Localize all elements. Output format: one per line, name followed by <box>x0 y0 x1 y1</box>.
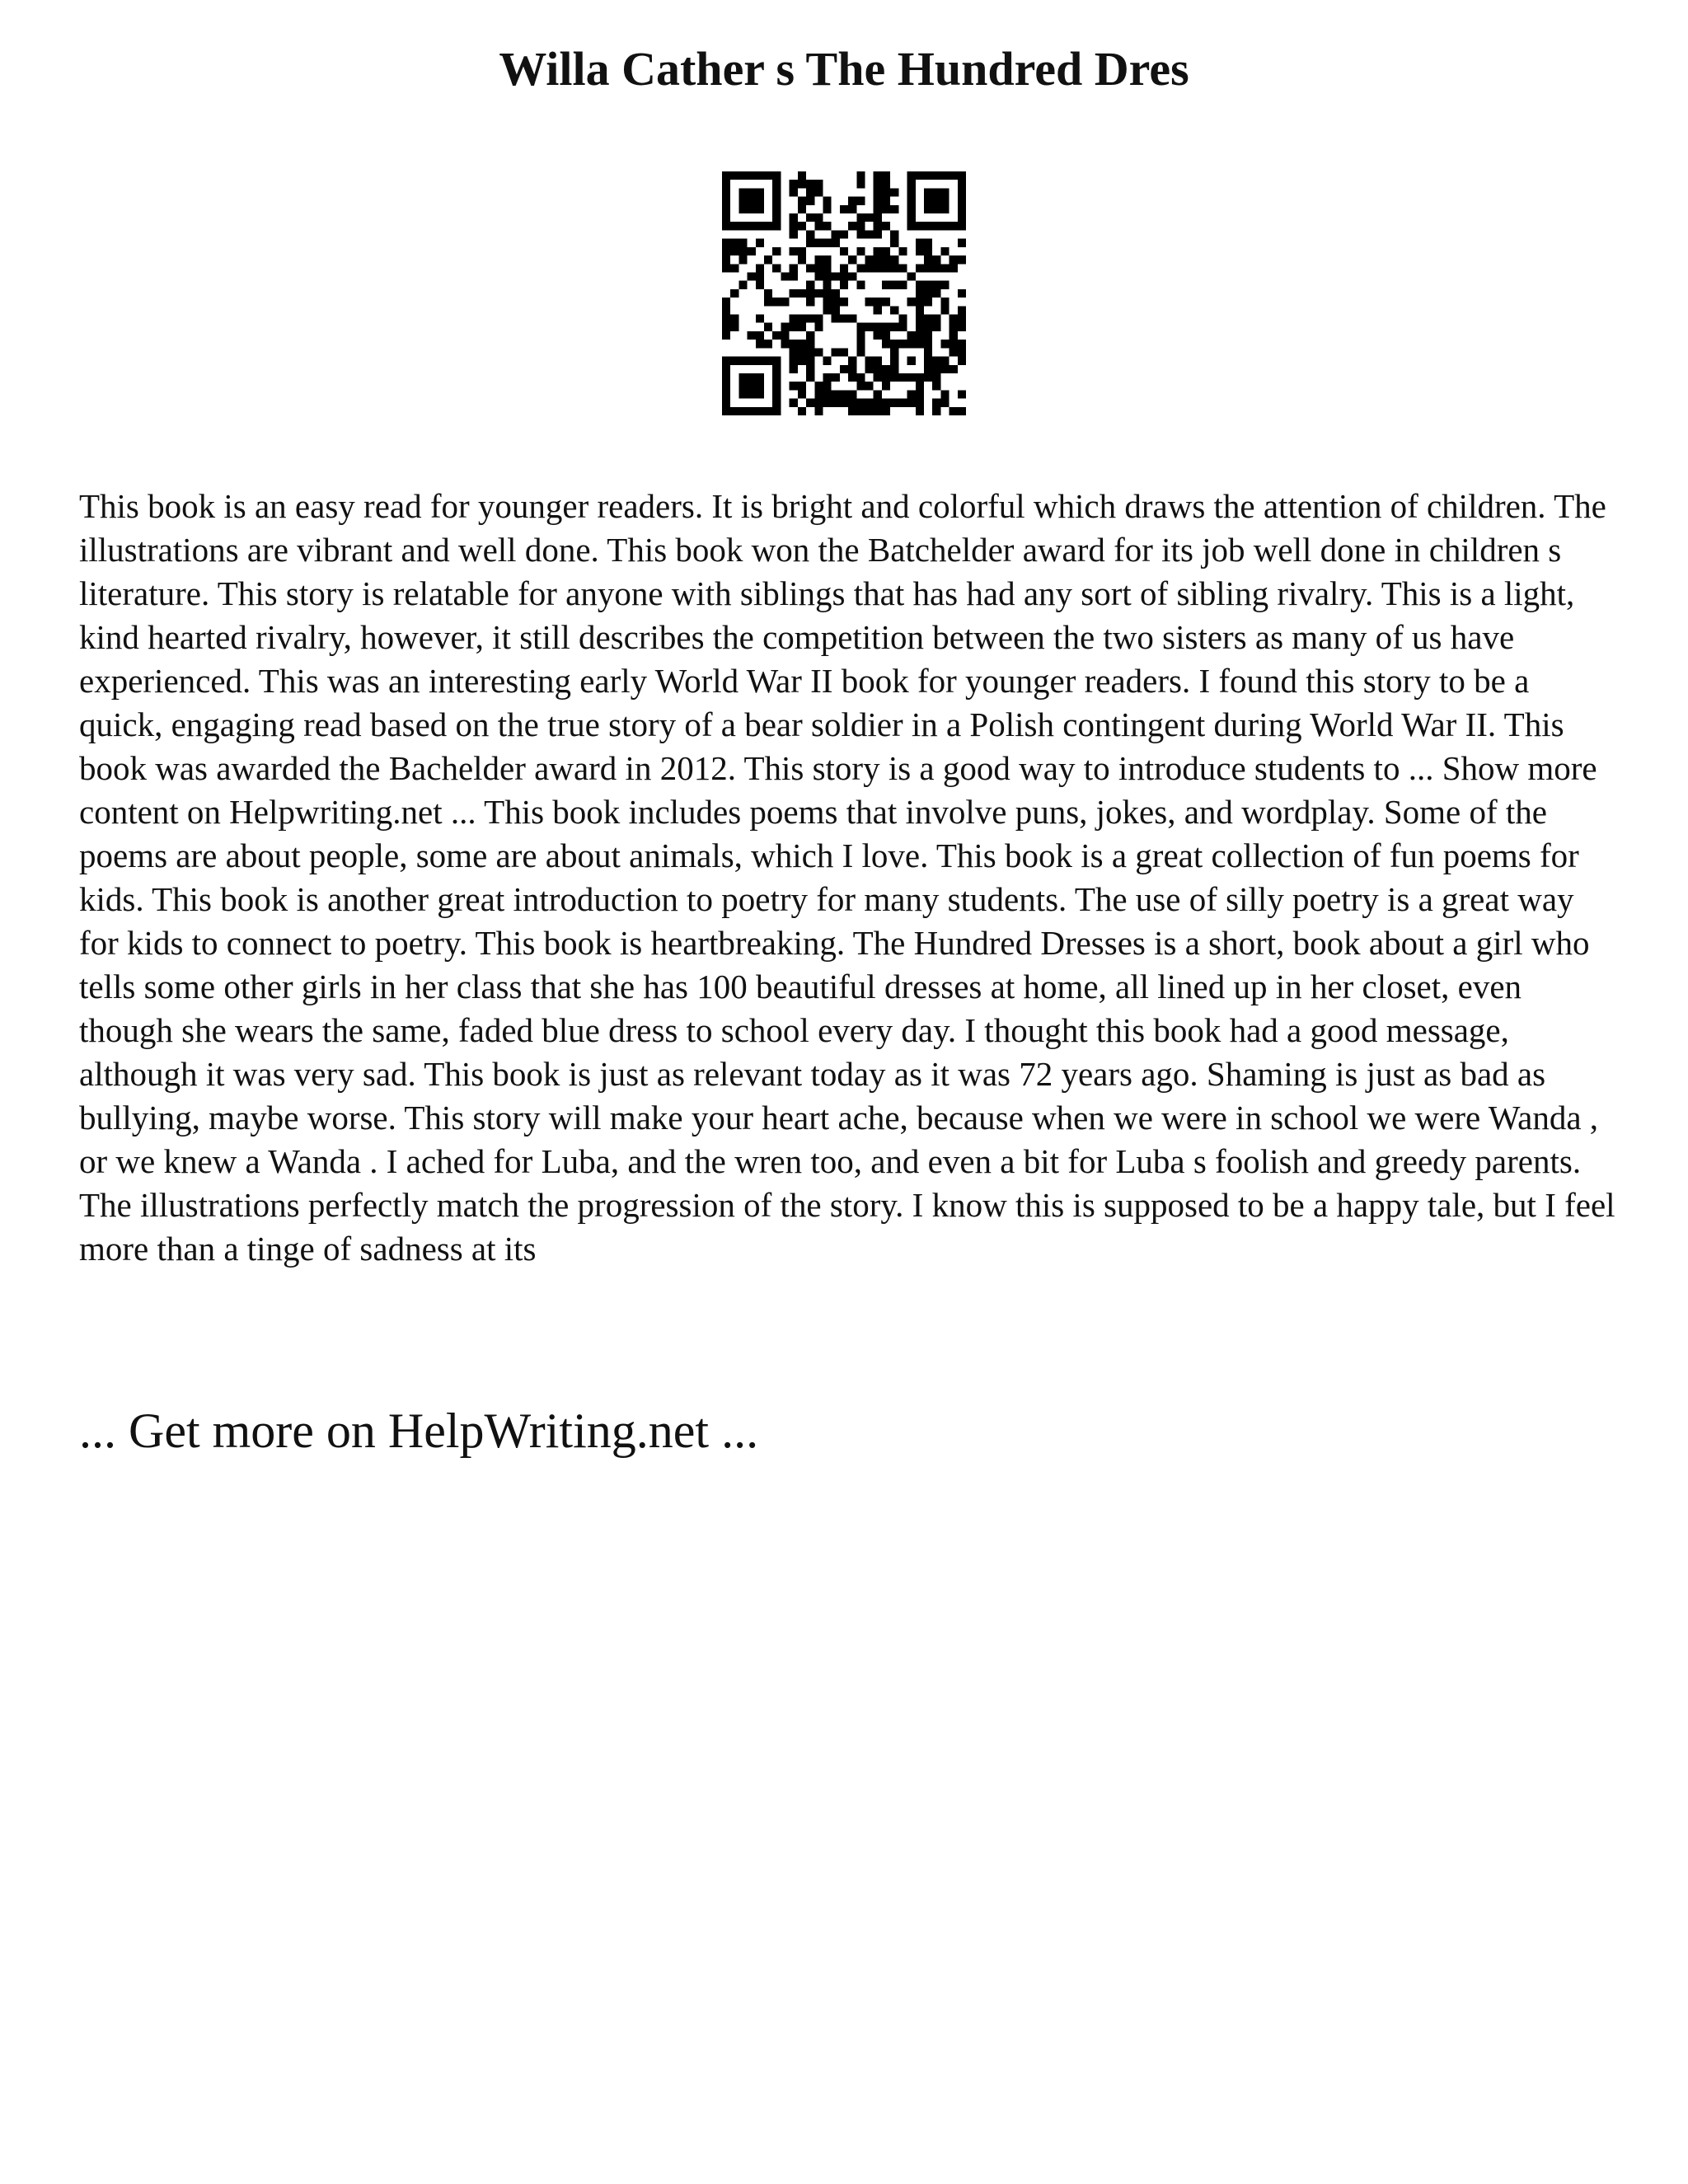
body-paragraph: This book is an easy read for younger readers. It is bright and colorful which draws the attention of children. The illustrations are vibrant and well done. This book won the Batchelder award for its job well done in children s literature. This story is relatable for anyone with siblings that has had any sort of sibling rivalry. This is a light, kind hearted rivalry, however, it still describes the competition between the two sisters as many of us have experienced. This was an interesting early World War II book for younger readers. I found this story to be a quick, engaging read based on the true story of a bear soldier in a Polish contingent during World War II. This book was awarded the Bachelder award in 2012. This story is a good way to introduce students to ... Show more content on Helpwriting.net ... This book includes poems that involve puns, jokes, and wordplay. Some of the poems are about people, some are about animals, which I love. This book is a great collection of fun poems for kids. This book is another great introduction to poetry for many students. The use of silly poetry is a great way for kids to connect to poetry. This book is heartbreaking. The Hundred Dresses is a short, book about a girl who tells some other girls in her class that she has 100 beautiful dresses at home, all lined up in her closet, even though she wears the same, faded blue dress to school every day. I thought this book had a good message, although it was very sad. This book is just as relevant today as it was 72 years ago. Shaming is just as bad as bullying, maybe worse. This story will make your heart ache, because when we were in school we were Wanda , or we knew a Wanda . I ached for Luba, and the wren too, and even a bit for Luba s foolish and greedy parents. The illustrations perfectly match the progression of the story. I know this is supposed to be a happy tale, but I feel more than a tinge of sadness at its <box>79 487 1615 1268</box>
qr-code[interactable] <box>722 171 966 415</box>
qr-code-icon <box>722 171 966 415</box>
get-more-link[interactable]: ... Get more on HelpWriting.net ... <box>79 1404 759 1458</box>
document-title: Willa Cather s The Hundred Dres <box>499 42 1189 96</box>
